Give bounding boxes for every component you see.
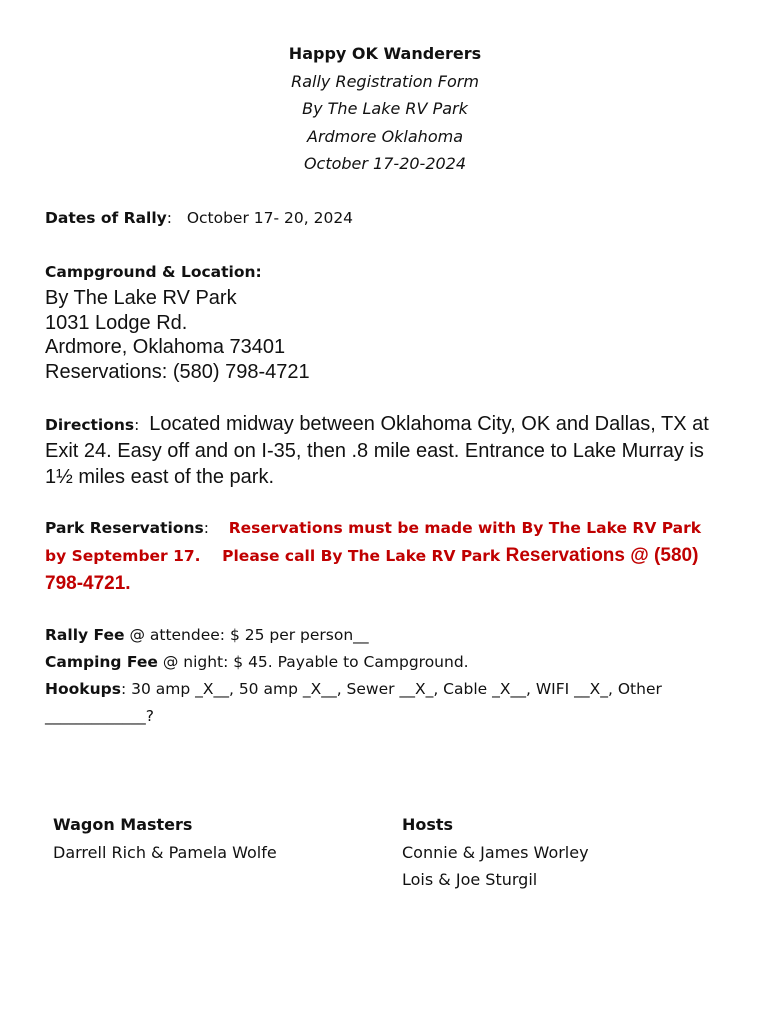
wagon-masters-section	[53, 811, 373, 866]
form-header	[200, 40, 570, 178]
campground-phone: Reservations: (580) 798-4721	[45, 360, 310, 383]
dates-value: October 17- 20, 2024	[186, 209, 354, 227]
directions-text: Located midway between Oklahoma City, OK and Dallas, TX at Exit 24. Easy off and on I-35, then .8 mile east. Entrance to Lake Murray is 1½ miles east of the park.	[45, 413, 709, 488]
directions	[45, 412, 725, 492]
park-reservations-notice: Reservations must be made with By The Lake RV Park by September 17. Please call By The Lake RV Park	[45, 519, 707, 565]
hosts-heading: Hosts	[402, 815, 454, 834]
camping-fee-label: Camping Fee	[45, 653, 158, 671]
hosts-section	[402, 811, 722, 894]
directions-label: Directions	[45, 416, 135, 434]
host-name: Lois & Joe Sturgil	[402, 870, 538, 889]
campground-address	[45, 286, 725, 384]
park-reservations-label: Park Reservations	[45, 519, 204, 537]
camping-fee-value: @ night: $ 45. Payable to Campground.	[157, 653, 469, 671]
directions-separator: :	[134, 416, 150, 434]
hookups-label: Hookups	[45, 680, 121, 698]
park-reservations	[45, 515, 725, 598]
campground-city: Ardmore, Oklahoma 73401	[45, 336, 286, 358]
campground-heading: Campground & Location:	[45, 263, 262, 281]
rally-fee-value: @ attendee: $ 25 per person__	[124, 626, 369, 644]
rally-fee	[45, 622, 725, 649]
dates-label: Dates of Rally	[45, 209, 167, 227]
camping-fee	[45, 649, 725, 676]
campground-street: 1031 Lodge Rd.	[45, 311, 188, 334]
club-name: Happy OK Wanderers	[288, 44, 482, 63]
park-name-header: By The Lake RV Park	[302, 99, 468, 118]
dates-separator: :	[166, 209, 187, 227]
campground-name: By The Lake RV Park	[45, 287, 237, 309]
dates-of-rally	[45, 207, 725, 229]
form-title: Rally Registration Form	[291, 71, 479, 91]
park-reservations-phone: Reservations @ (580) 798-4721.	[45, 545, 699, 594]
rally-fee-label: Rally Fee	[45, 626, 125, 644]
date-header: October 17-20-2024	[303, 154, 467, 173]
hookups	[45, 676, 725, 730]
location-header: Ardmore Oklahoma	[307, 126, 463, 146]
host-name: Connie & James Worley	[402, 842, 589, 862]
wagon-masters-name: Darrell Rich & Pamela Wolfe	[53, 842, 277, 862]
hookups-value: : 30 amp _X__, 50 amp _X__, Sewer __X_, Cable _X__, WIFI __X_, Other _____________?	[45, 680, 662, 725]
wagon-masters-heading: Wagon Masters	[53, 815, 193, 834]
fees-section	[45, 622, 725, 730]
park-reservations-separator: :	[203, 519, 229, 537]
